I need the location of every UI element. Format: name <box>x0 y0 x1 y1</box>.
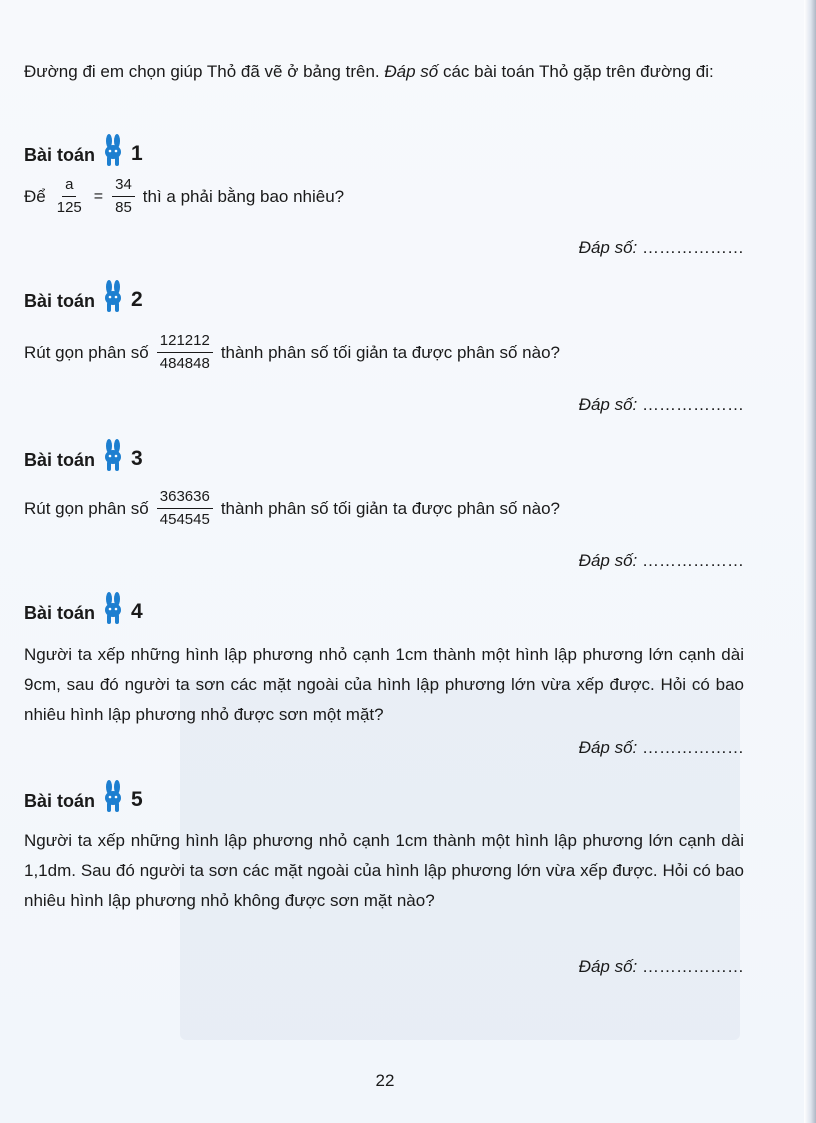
fraction-363636-454545 <box>155 488 215 529</box>
fraction-numerator: a <box>62 176 76 197</box>
fraction-numerator: 34 <box>112 176 135 197</box>
problem-number: 3 <box>131 447 143 470</box>
problem-2-text <box>24 332 744 373</box>
problem-1-tail: thì a phải bằng bao nhiêu? <box>142 186 345 206</box>
answer-line-1[interactable] <box>579 236 744 260</box>
problem-2-tail: thành phân số tối giản ta được phân số nào? <box>220 342 560 362</box>
answer-label: Đáp số: <box>578 551 638 570</box>
intro-text-italic: Đáp số <box>384 62 439 81</box>
problem-3-text <box>24 488 744 529</box>
answer-line-4[interactable] <box>579 736 744 760</box>
fraction-a-125 <box>52 176 87 217</box>
problem-2-heading <box>24 278 143 312</box>
fraction-34-85 <box>110 176 137 217</box>
problem-number: 4 <box>131 600 143 623</box>
fraction-denominator: 484848 <box>159 355 210 372</box>
problem-2-lead: Rút gọn phân số <box>24 342 149 362</box>
problem-title: Bài toán <box>24 603 96 623</box>
fraction-denominator: 125 <box>56 199 82 216</box>
problem-title: Bài toán <box>24 791 96 811</box>
fraction-numerator: 363636 <box>157 488 213 509</box>
answer-label: Đáp số: <box>578 738 638 757</box>
equals-sign: = <box>93 187 104 205</box>
answer-blank: ……………… <box>642 395 744 414</box>
problem-4-text: Người ta xếp những hình lập phương nhỏ cạnh 1cm thành một hình lập phương lớn cạnh dài 9cm, sau đó người ta sơn các mặt ngoài của hình lập phương lớn vừa xếp được. Hỏi có bao nhiêu hình lập phương nhỏ được sơn một mặt? <box>24 645 744 724</box>
answer-blank: ……………… <box>642 238 744 257</box>
answer-line-5[interactable] <box>579 955 744 979</box>
answer-blank: ……………… <box>642 551 744 570</box>
fraction-denominator: 85 <box>115 199 132 216</box>
answer-blank: ……………… <box>642 957 744 976</box>
fraction-denominator: 454545 <box>159 511 210 528</box>
problem-5-heading <box>24 778 143 812</box>
answer-blank: ……………… <box>642 738 744 757</box>
intro-paragraph <box>24 58 744 85</box>
answer-line-2[interactable] <box>579 393 744 417</box>
rabbit-icon <box>101 780 125 812</box>
answer-label: Đáp số: <box>578 238 638 257</box>
problem-4-heading <box>24 590 143 624</box>
problem-title: Bài toán <box>24 291 96 311</box>
problem-number: 2 <box>131 288 143 311</box>
problem-number: 1 <box>131 142 143 165</box>
fraction-121212-484848 <box>155 332 215 373</box>
problem-number: 5 <box>131 788 143 811</box>
answer-line-3[interactable] <box>579 549 744 573</box>
problem-title: Bài toán <box>24 145 96 165</box>
rabbit-icon <box>101 134 125 166</box>
rabbit-icon <box>101 592 125 624</box>
problem-3-tail: thành phân số tối giản ta được phân số nào? <box>220 498 560 518</box>
problem-1-heading <box>24 132 143 166</box>
intro-text-a: Đường đi em chọn giúp Thỏ đã vẽ ở bảng trên. <box>24 62 385 81</box>
rabbit-icon <box>101 439 125 471</box>
problem-title: Bài toán <box>24 450 96 470</box>
problem-1-lead: Để <box>24 186 46 206</box>
intro-text-c: các bài toán Thỏ gặp trên đường đi: <box>438 62 714 81</box>
problem-5-text: Người ta xếp những hình lập phương nhỏ cạnh 1cm thành một hình lập phương lớn cạnh dài 1,1dm. Sau đó người ta sơn các mặt ngoài của hình lập phương lớn vừa xếp được. Hỏi có bao nhiêu hình lập phương nhỏ không được sơn mặt nào? <box>24 831 744 910</box>
page-number: 22 <box>375 1071 395 1090</box>
problem-3-heading <box>24 437 143 471</box>
page-edge <box>804 0 816 1123</box>
answer-label: Đáp số: <box>578 957 638 976</box>
problem-3-lead: Rút gọn phân số <box>24 498 149 518</box>
fraction-numerator: 121212 <box>157 332 213 353</box>
rabbit-icon <box>101 280 125 312</box>
answer-label: Đáp số: <box>578 395 638 414</box>
problem-1-text <box>24 176 744 217</box>
